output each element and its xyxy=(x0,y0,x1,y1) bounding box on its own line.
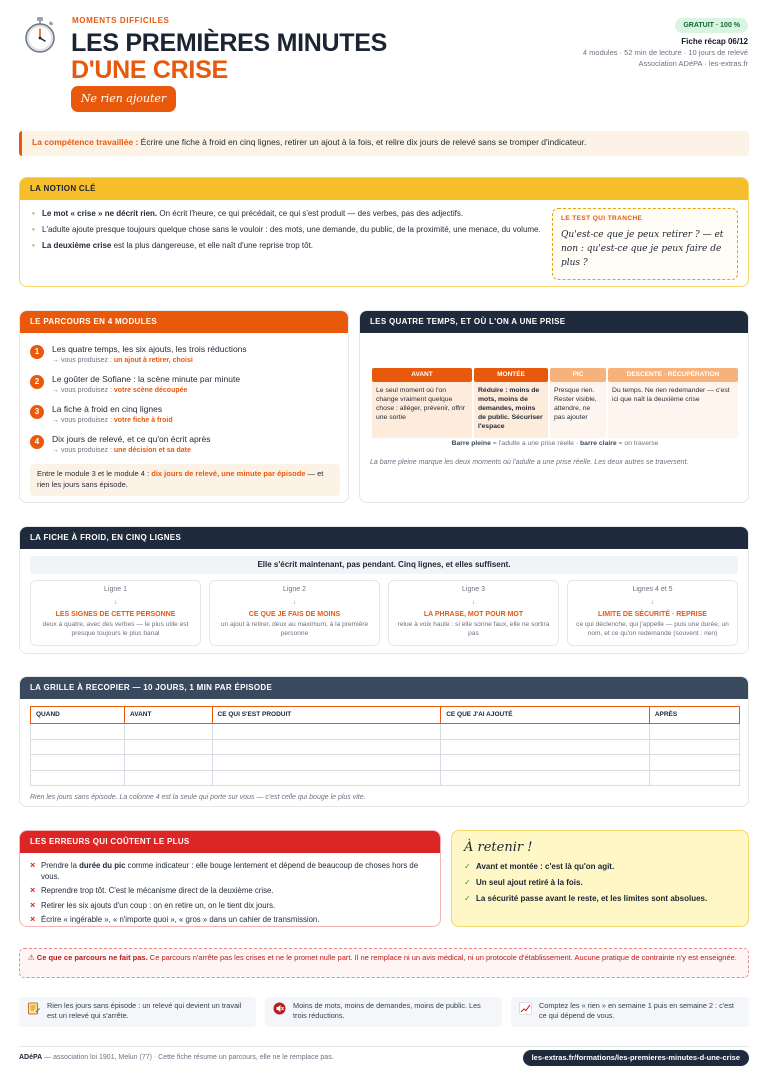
line-heading: LA PHRASE, MOT POUR MOT xyxy=(423,610,524,618)
table-cell xyxy=(31,755,125,771)
grid-table xyxy=(30,706,740,786)
notion-b1-bold: Le mot « crise » ne décrit rien. xyxy=(42,209,158,218)
warning-text: Ce parcours n'arrête pas les crises et ne le promet nulle part. Il ne remplace ni un avis médical, ni un protocole d'établissement. Aucune pratique de contrainte n'y est enseignée. xyxy=(147,953,737,962)
temps-column-avant xyxy=(372,368,472,438)
table-cell xyxy=(649,770,739,786)
tip-text: Moins de mots, moins de demandes, moins de public. Les trois réductions. xyxy=(293,1001,481,1020)
erreur-1-start: Prendre la xyxy=(41,861,80,870)
module-output xyxy=(52,356,340,365)
module-output xyxy=(52,386,340,395)
list-item xyxy=(30,861,430,882)
module-item xyxy=(30,374,340,396)
fiche-line-card xyxy=(30,580,201,646)
table-row xyxy=(31,724,740,740)
list-item xyxy=(32,240,542,251)
module-prefix: → vous produisez : xyxy=(52,357,114,365)
temps-text: Du temps. Ne rien redemander — c'est ici que naît la deuxième crise xyxy=(608,382,738,438)
table-cell xyxy=(212,724,441,740)
test-label: LE TEST QUI TRANCHE xyxy=(561,215,643,222)
footer-text xyxy=(19,1053,334,1062)
line-heading: LIMITE DE SÉCURITÉ · REPRISE xyxy=(598,610,707,618)
line-label: Ligne 3 xyxy=(462,586,485,593)
list-item: ✓ La sécurité passe avant le reste, et les limites sont absolues. xyxy=(464,893,744,904)
down-arrow-icon: ↓ xyxy=(292,599,297,607)
tip-card xyxy=(19,997,256,1027)
module-output-value: une décision et sa date xyxy=(113,447,191,455)
table-cell xyxy=(31,739,125,755)
stats-text: 4 modules · 52 min de lecture · 10 jours de relevé xyxy=(582,48,748,57)
tip-card xyxy=(511,997,749,1027)
grille-note: Rien les jours sans épisode. La colonne 4 est la seule qui porte sur vous — c'est celle qui bouge le plus vite. xyxy=(30,794,366,801)
fiche-card xyxy=(19,526,749,654)
fiche-lead: Elle s'écrit maintenant, pas pendant. Cinq lignes, et elles suffisent. xyxy=(30,556,738,574)
temps-title: LES QUATRE TEMPS, ET OÙ L'ON A UNE PRISE xyxy=(360,311,748,333)
module-title: Les quatre temps, les six ajouts, les trois réductions xyxy=(52,344,247,354)
column-header: APRÈS xyxy=(649,707,739,724)
meta-block xyxy=(583,18,748,69)
footer-org: ADéPA xyxy=(19,1054,43,1061)
table-cell xyxy=(212,770,441,786)
temps-column-montee xyxy=(474,368,548,438)
parcours-note-start: Entre le module 3 et le module 4 : xyxy=(37,469,152,478)
notion-title: LA NOTION CLÉ xyxy=(20,178,748,200)
warning-bold: ⚠ Ce que ce parcours ne fait pas. xyxy=(28,953,148,962)
line-desc: un ajout à retirer, deux au maximum, à la première personne xyxy=(220,621,369,638)
temps-column-pic xyxy=(550,368,606,438)
line-desc: ce qui déclenche, qui j'appelle — puis une durée, un nom, et ce qu'on redemande (souvent : rien) xyxy=(576,621,729,638)
list-item: ✓ Avant et montée : c'est là qu'on agit. xyxy=(464,861,744,872)
competence-bar xyxy=(19,131,749,156)
line-label: Ligne 2 xyxy=(283,586,306,593)
parcours-note xyxy=(30,464,340,496)
module-item xyxy=(30,434,340,456)
module-output-value: votre fiche à froid xyxy=(113,417,173,425)
org-text: Association ADéPA · les-extras.fr xyxy=(638,59,748,68)
footer-divider xyxy=(19,1046,749,1047)
erreur-1-bold: durée du pic xyxy=(79,861,126,870)
fiche-title: LA FICHE À FROID, EN CINQ LIGNES xyxy=(20,527,748,549)
notion-card xyxy=(19,177,749,287)
list-item xyxy=(32,224,542,235)
table-cell xyxy=(441,724,650,740)
erreur-1-end: comme indicateur : elle bouge lentement et dépend de beaucoup de choses hors de vous. xyxy=(41,861,419,881)
tip-text: Comptez les « rien » en semaine 1 puis en semaine 2 : c'est ce qui dépend de vous. xyxy=(539,1001,734,1020)
table-cell xyxy=(441,755,650,771)
footer-desc: — association loi 1901, Melun (77) · Cette fiche résume un parcours, elle ne le remplace pas. xyxy=(42,1054,334,1061)
list-item: × Reprendre trop tôt. C'est le mécanisme direct de la deuxième crise. xyxy=(30,886,430,897)
test-question: Qu'est-ce que je peux retirer ? — et non : qu'est-ce que je peux faire de plus ? xyxy=(561,229,724,268)
temps-header: AVANT xyxy=(372,368,472,382)
page-title-line1: LES PREMIÈRES MINUTES xyxy=(71,29,387,57)
legend-full-text: = l'adulte a une prise réelle · xyxy=(490,440,581,447)
memo-icon xyxy=(27,1002,40,1015)
page-title-line2: D'UNE CRISE xyxy=(71,56,228,84)
module-output xyxy=(52,416,340,425)
table-cell xyxy=(649,739,739,755)
tip-card xyxy=(265,997,502,1027)
kicker: MOMENTS DIFFICILES xyxy=(72,16,170,25)
legend-light-text: = on traverse xyxy=(616,440,659,447)
temps-text: Réduire : moins de mots, moins de demandes, moins de public. Sécuriser l'espace xyxy=(474,382,548,438)
table-row xyxy=(31,739,740,755)
line-desc: deux à quatre, avec des verbes — le plus utile est presque toujours le plus banal xyxy=(42,621,189,638)
module-number: 2 xyxy=(30,375,44,389)
table-cell xyxy=(31,724,125,740)
module-number: 4 xyxy=(30,435,44,449)
temps-text: Le seul moment où l'on change vraiment quelque chose : alléger, prévenir, offrir une sortie xyxy=(372,382,472,438)
table-cell xyxy=(649,724,739,740)
list-item xyxy=(32,208,542,219)
temps-header: MONTÉE xyxy=(474,368,548,382)
table-cell xyxy=(125,755,213,771)
module-item xyxy=(30,344,340,366)
module-number: 3 xyxy=(30,405,44,419)
fiche-line-card xyxy=(209,580,380,646)
grille-title: LA GRILLE À RECOPIER — 10 JOURS, 1 MIN PAR ÉPISODE xyxy=(20,677,748,699)
retenir-title: À retenir ! xyxy=(464,840,533,855)
table-cell xyxy=(441,739,650,755)
notion-list xyxy=(32,208,542,256)
fiche-line-card xyxy=(388,580,559,646)
stopwatch-icon xyxy=(22,16,58,54)
line-label: Ligne 1 xyxy=(104,586,127,593)
fiche-line-card xyxy=(567,580,738,646)
competence-label: La compétence travaillée : xyxy=(32,137,139,147)
table-cell xyxy=(649,755,739,771)
recap-label: Fiche récap 06/12 xyxy=(681,37,748,46)
column-header: QUAND xyxy=(31,707,125,724)
free-badge: GRATUIT · 100 % xyxy=(675,18,748,33)
table-cell xyxy=(441,770,650,786)
module-output-value: votre scène découpée xyxy=(113,387,188,395)
module-number: 1 xyxy=(30,345,44,359)
table-cell xyxy=(212,739,441,755)
competence-text: Écrire une fiche à froid en cinq lignes, retirer un ajout à la fois, et relire dix jours de relevé sans se tromper d'indicateur. xyxy=(138,137,587,147)
list-item: × Retirer les six ajouts d'un coup : on en retire un, on le tient dix jours. xyxy=(30,901,430,912)
module-output-value: un ajout à retirer, choisi xyxy=(113,357,193,365)
notion-b1-text: On écrit l'heure, ce qui précédait, ce qui s'est produit — des verbes, pas des adjectifs. xyxy=(157,209,464,218)
table-cell xyxy=(125,724,213,740)
legend-full-bold: Barre pleine xyxy=(451,440,491,447)
notion-b3-text: est la plus dangereuse, et elle naît d'une reprise trop tôt. xyxy=(111,241,314,250)
parcours-note-bold: dix jours de relevé, une minute par épisode xyxy=(151,469,306,478)
temps-header: DESCENTE · RÉCUPÉRATION xyxy=(608,368,738,382)
notion-b2-text: L'adulte ajoute presque toujours quelque chose sans le vouloir : des mots, une demande, du public, de la proximité, une menace, du volume. xyxy=(42,225,541,234)
line-heading: LES SIGNES DE CETTE PERSONNE xyxy=(55,610,176,618)
module-output xyxy=(52,446,340,455)
table-row xyxy=(31,770,740,786)
temps-card xyxy=(359,310,749,503)
module-prefix: → vous produisez : xyxy=(52,387,114,395)
grille-card xyxy=(19,676,749,807)
subtitle-pill: Ne rien ajouter xyxy=(71,86,176,112)
table-cell xyxy=(31,770,125,786)
temps-text: Presque rien. Rester visible, attendre, ne pas ajouter xyxy=(550,382,606,438)
temps-legend xyxy=(372,439,738,448)
retenir-card xyxy=(451,830,749,927)
retenir-list xyxy=(464,861,744,909)
column-header: CE QUE J'AI AJOUTÉ xyxy=(441,707,650,724)
line-desc: relue à voix haute : si elle sonne faux, elle ne sortira pas xyxy=(397,621,550,638)
temps-column-descente xyxy=(608,368,738,438)
parcours-title: LE PARCOURS EN 4 MODULES xyxy=(20,311,348,333)
parcours-note-end: — et rien les jours sans épisode. xyxy=(37,469,324,489)
temps-note: La barre pleine marque les deux moments où l'adulte a une prise réelle. Les deux autres se traversent. xyxy=(370,459,689,466)
tip-text: Rien les jours sans épisode : un relevé qui devient un travail est un relevé qui s'arrête. xyxy=(47,1001,242,1020)
table-cell xyxy=(212,755,441,771)
notion-b3-bold: La deuxième crise xyxy=(42,241,112,250)
table-cell xyxy=(125,739,213,755)
chart-icon xyxy=(519,1002,532,1015)
line-heading: CE QUE JE FAIS DE MOINS xyxy=(248,610,341,618)
module-item xyxy=(30,404,340,426)
column-header: AVANT xyxy=(125,707,213,724)
module-title: Le goûter de Sofiane : la scène minute par minute xyxy=(52,374,241,384)
module-prefix: → vous produisez : xyxy=(52,417,114,425)
line-label: Lignes 4 et 5 xyxy=(632,586,673,593)
list-item: ✓ Un seul ajout retiré à la fois. xyxy=(464,877,744,888)
down-arrow-icon: ↓ xyxy=(650,599,655,607)
down-arrow-icon: ↓ xyxy=(471,599,476,607)
table-cell xyxy=(125,770,213,786)
mute-icon xyxy=(273,1002,286,1015)
table-row xyxy=(31,755,740,771)
temps-header: PIC xyxy=(550,368,606,382)
module-prefix: → vous produisez : xyxy=(52,447,114,455)
column-header: CE QUI S'EST PRODUIT xyxy=(212,707,441,724)
parcours-card xyxy=(19,310,349,503)
legend-light-bold: barre claire xyxy=(580,440,617,447)
erreurs-list xyxy=(30,861,430,927)
table-header-row xyxy=(31,707,740,724)
module-title: La fiche à froid en cinq lignes xyxy=(52,404,163,414)
warning-box xyxy=(19,948,749,978)
list-item: × Écrire « ingérable », « n'importe quoi », « gros » dans un cahier de transmission. xyxy=(30,915,430,926)
erreurs-title: LES ERREURS QUI COÛTENT LE PLUS xyxy=(20,831,440,853)
down-arrow-icon: ↓ xyxy=(113,599,118,607)
test-box xyxy=(552,208,738,280)
erreurs-card xyxy=(19,830,441,927)
module-title: Dix jours de relevé, et ce qu'on écrit après xyxy=(52,434,211,444)
url-link[interactable]: les-extras.fr/formations/les-premieres-minutes-d-une-crise xyxy=(523,1050,749,1066)
